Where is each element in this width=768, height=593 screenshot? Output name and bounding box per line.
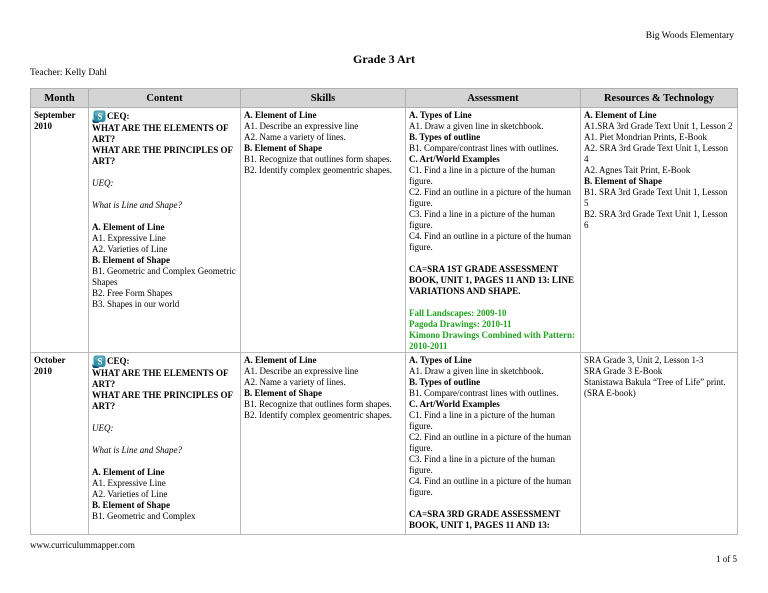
cell-line: A. Element of Line [244, 110, 317, 120]
cell-line: What is Line and Shape? [92, 445, 182, 455]
ceq-label: CEQ: [107, 356, 130, 366]
cell-line: SRA Grade 3, Unit 2, Lesson 1-3 [584, 355, 704, 365]
skills-cell [241, 108, 406, 353]
cell-line: WHAT ARE THE ELEMENTS OF ART? [92, 123, 229, 144]
cell-line: UEQ: [92, 423, 114, 433]
col-header-assessment: Assessment [406, 89, 581, 108]
col-header-skills: Skills [241, 89, 406, 108]
cell-line: A. Types of Line [409, 110, 472, 120]
cell-line: A. Element of Line [584, 110, 657, 120]
cell-line: B2. Identify complex geomentric shapes. [244, 410, 392, 420]
cell-line: WHAT ARE THE PRINCIPLES OF ART? [92, 390, 233, 411]
ceq-icon [92, 355, 106, 368]
cell-line: CA=SRA 1ST GRADE ASSESSMENT BOOK, UNIT 1, PAGES 11 AND 13: LINE VARIATIONS AND SHAPE. [409, 264, 574, 296]
cell-line: SRA Grade 3 E-Book [584, 366, 663, 376]
curriculum-table-body [31, 108, 738, 535]
blank-line [92, 434, 237, 445]
cell-line: B1. Geometric and Complex [92, 511, 196, 521]
cell-line: A1. Describe an expressive line [244, 121, 359, 131]
content-cell [89, 108, 241, 353]
cell-line: C2. Find an outline in a picture of the human figure. [409, 187, 571, 208]
cell-line: A2. SRA 3rd Grade Text Unit 1, Lesson 4 [584, 143, 728, 164]
cell-line: B. Element of Shape [92, 255, 171, 265]
cell-line: A1. Describe an expressive line [244, 366, 359, 376]
blank-line [92, 456, 237, 467]
blank-line [92, 211, 237, 222]
assessment-cell [406, 353, 581, 535]
cell-line: October 2010 [34, 355, 66, 376]
cell-line: A2. Varieties of Line [92, 244, 168, 254]
cell-line: B. Element of Shape [92, 500, 171, 510]
cell-line: WHAT ARE THE PRINCIPLES OF ART? [92, 145, 233, 166]
cell-line: A. Types of Line [409, 355, 472, 365]
cell-line: C3. Find a line in a picture of the human figure. [409, 454, 555, 475]
cell-line: A2. Name a variety of lines. [244, 377, 346, 387]
cell-line: Fall Landscapes: 2009-10 [409, 308, 507, 318]
cell-line: B. Element of Shape [244, 388, 323, 398]
cell-line: B1. SRA 3rd Grade Text Unit 1, Lesson 5 [584, 187, 728, 208]
cell-line: A. Element of Line [92, 222, 165, 232]
ceq-icon [92, 110, 106, 123]
cell-line: B1. Recognize that outlines form shapes. [244, 399, 392, 409]
curriculum-table [30, 88, 738, 535]
content-cell [89, 353, 241, 535]
cell-line: B. Element of Shape [244, 143, 323, 153]
cell-line: B2. Identify complex geomentric shapes. [244, 165, 392, 175]
cell-line: A. Element of Line [244, 355, 317, 365]
cell-line: A1. Expressive Line [92, 233, 166, 243]
cell-line: C4. Find an outline in a picture of the human figure. [409, 231, 571, 252]
table-row [31, 353, 738, 535]
month-cell [31, 108, 89, 353]
blank-line [409, 498, 577, 509]
cell-line: September 2010 [34, 110, 76, 131]
blank-line [92, 167, 237, 178]
skills-cell [241, 353, 406, 535]
col-header-month: Month [31, 89, 89, 108]
cell-line: C. Art/World Examples [409, 399, 500, 409]
cell-line: B3. Shapes in our world [92, 299, 180, 309]
cell-line: B2. Free Form Shapes [92, 288, 173, 298]
cell-line: B. Types of outline [409, 132, 481, 142]
cell-line: B. Types of outline [409, 377, 481, 387]
cell-line: WHAT ARE THE ELEMENTS OF ART? [92, 368, 229, 389]
cell-line: B1. Compare/contrast lines with outlines. [409, 143, 559, 153]
school-name: Big Woods Elementary [645, 31, 734, 41]
cell-line: A1. Draw a given line in sketchbook. [409, 366, 544, 376]
col-header-content: Content [89, 89, 241, 108]
cell-line: B1. Compare/contrast lines with outlines. [409, 388, 559, 398]
blank-line [92, 189, 237, 200]
table-header-row [31, 89, 738, 108]
cell-line: Kimono Drawings Combined with Pattern: 2010-2011 [409, 330, 575, 350]
cell-line: A1.SRA 3rd Grade Text Unit 1, Lesson 2 [584, 121, 733, 131]
teacher-name: Teacher: Kelly Dahl [30, 68, 107, 78]
cell-line: A2. Name a variety of lines. [244, 132, 346, 142]
month-cell [31, 353, 89, 535]
cell-line: Pagoda Drawings: 2010-11 [409, 319, 512, 329]
cell-line: C. Art/World Examples [409, 154, 500, 164]
cell-line: CA=SRA 3RD GRADE ASSESSMENT BOOK, UNIT 1, PAGES 11 AND 13: [409, 509, 561, 530]
cell-line: A2. Agnes Tait Print, E-Book [584, 165, 691, 175]
cell-line: C3. Find a line in a picture of the human figure. [409, 209, 555, 230]
cell-line: A2. Varieties of Line [92, 489, 168, 499]
cell-line: C2. Find an outline in a picture of the human figure. [409, 432, 571, 453]
page-title: Grade 3 Art [353, 52, 415, 66]
cell-line: UEQ: [92, 178, 114, 188]
cell-line: What is Line and Shape? [92, 200, 182, 210]
cell-line: B1. Recognize that outlines form shapes. [244, 154, 392, 164]
cell-line: A. Element of Line [92, 467, 165, 477]
cell-line: A1. Draw a given line in sketchbook. [409, 121, 544, 131]
resources-cell [581, 108, 738, 353]
svg-text:S: S [97, 111, 103, 122]
blank-line [92, 412, 237, 423]
cell-line: B1. Geometric and Complex Geometric Shapes [92, 266, 236, 287]
cell-line: C1. Find a line in a picture of the human figure. [409, 410, 555, 431]
blank-line [409, 297, 577, 308]
cell-line: Stanistawa Bakula “Tree of Life” print. (SRA E-book) [584, 377, 726, 398]
cell-line: A1. Expressive Line [92, 478, 166, 488]
footer-page-number: 1 of 5 [716, 554, 737, 564]
col-header-resources: Resources & Technology [581, 89, 738, 108]
cell-line [92, 355, 237, 368]
cell-line: C4. Find an outline in a picture of the human figure. [409, 476, 571, 497]
resources-cell [581, 353, 738, 535]
svg-text:S: S [97, 356, 103, 367]
blank-line [409, 253, 577, 264]
cell-line [92, 110, 237, 123]
cell-line: B. Element of Shape [584, 176, 663, 186]
cell-line: C1. Find a line in a picture of the human figure. [409, 165, 555, 186]
footer-url: www.curriculummapper.com [30, 540, 135, 550]
assessment-cell [406, 108, 581, 353]
cell-line: A1. Piet Mondrian Prints, E-Book [584, 132, 707, 142]
cell-line: B2. SRA 3rd Grade Text Unit 1, Lesson 6 [584, 209, 728, 230]
table-row [31, 108, 738, 353]
ceq-label: CEQ: [107, 111, 130, 121]
